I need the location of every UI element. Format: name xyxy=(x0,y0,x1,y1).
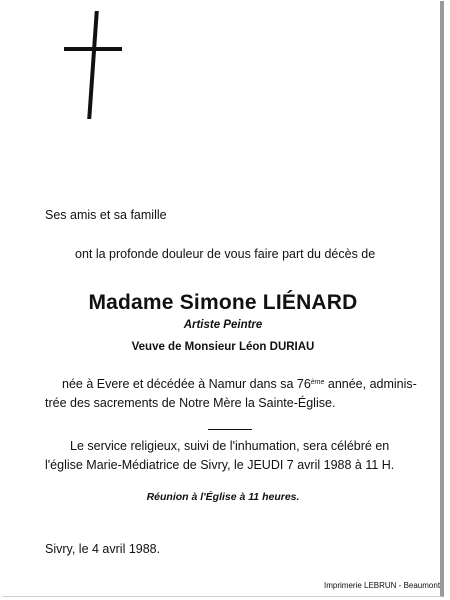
birth-death-text-b: année, adminis- xyxy=(324,377,417,391)
cross-horizontal-bar xyxy=(64,47,122,51)
ordinal-suffix: ème xyxy=(310,379,325,386)
intro-line-2: ont la profonde douleur de vous faire part du décès de xyxy=(75,247,376,261)
service-line-1: Le service religieux, suivi de l'inhumation, sera célébré en xyxy=(70,439,390,453)
widow-of-line: Veuve de Monsieur Léon DURIAU xyxy=(131,341,315,353)
cross-vertical-bar xyxy=(87,11,99,119)
place-date: Sivry, le 4 avril 1988. xyxy=(45,542,161,556)
divider xyxy=(208,429,252,430)
birth-death-line-1 xyxy=(62,377,417,391)
funeral-notice-card xyxy=(2,1,444,597)
reunion-line: Réunion à l'Église à 11 heures. xyxy=(146,491,300,503)
service-line-2: l'église Marie-Médiatrice de Sivry, le JEUDI 7 avril 1988 à 11 H. xyxy=(45,458,395,472)
birth-death-text-a: née à Evere et décédée à Namur dans sa 76 xyxy=(62,377,311,391)
printer-credit: Imprimerie LEBRUN - Beaumont xyxy=(324,581,441,590)
intro-line-1: Ses amis et sa famille xyxy=(45,208,167,222)
deceased-name: Madame Simone LIÉNARD xyxy=(88,291,358,314)
deceased-role: Artiste Peintre xyxy=(183,319,263,331)
cross-icon xyxy=(64,11,124,131)
birth-death-line-2: trée des sacrements de Notre Mère la Sainte-Église. xyxy=(45,396,336,410)
